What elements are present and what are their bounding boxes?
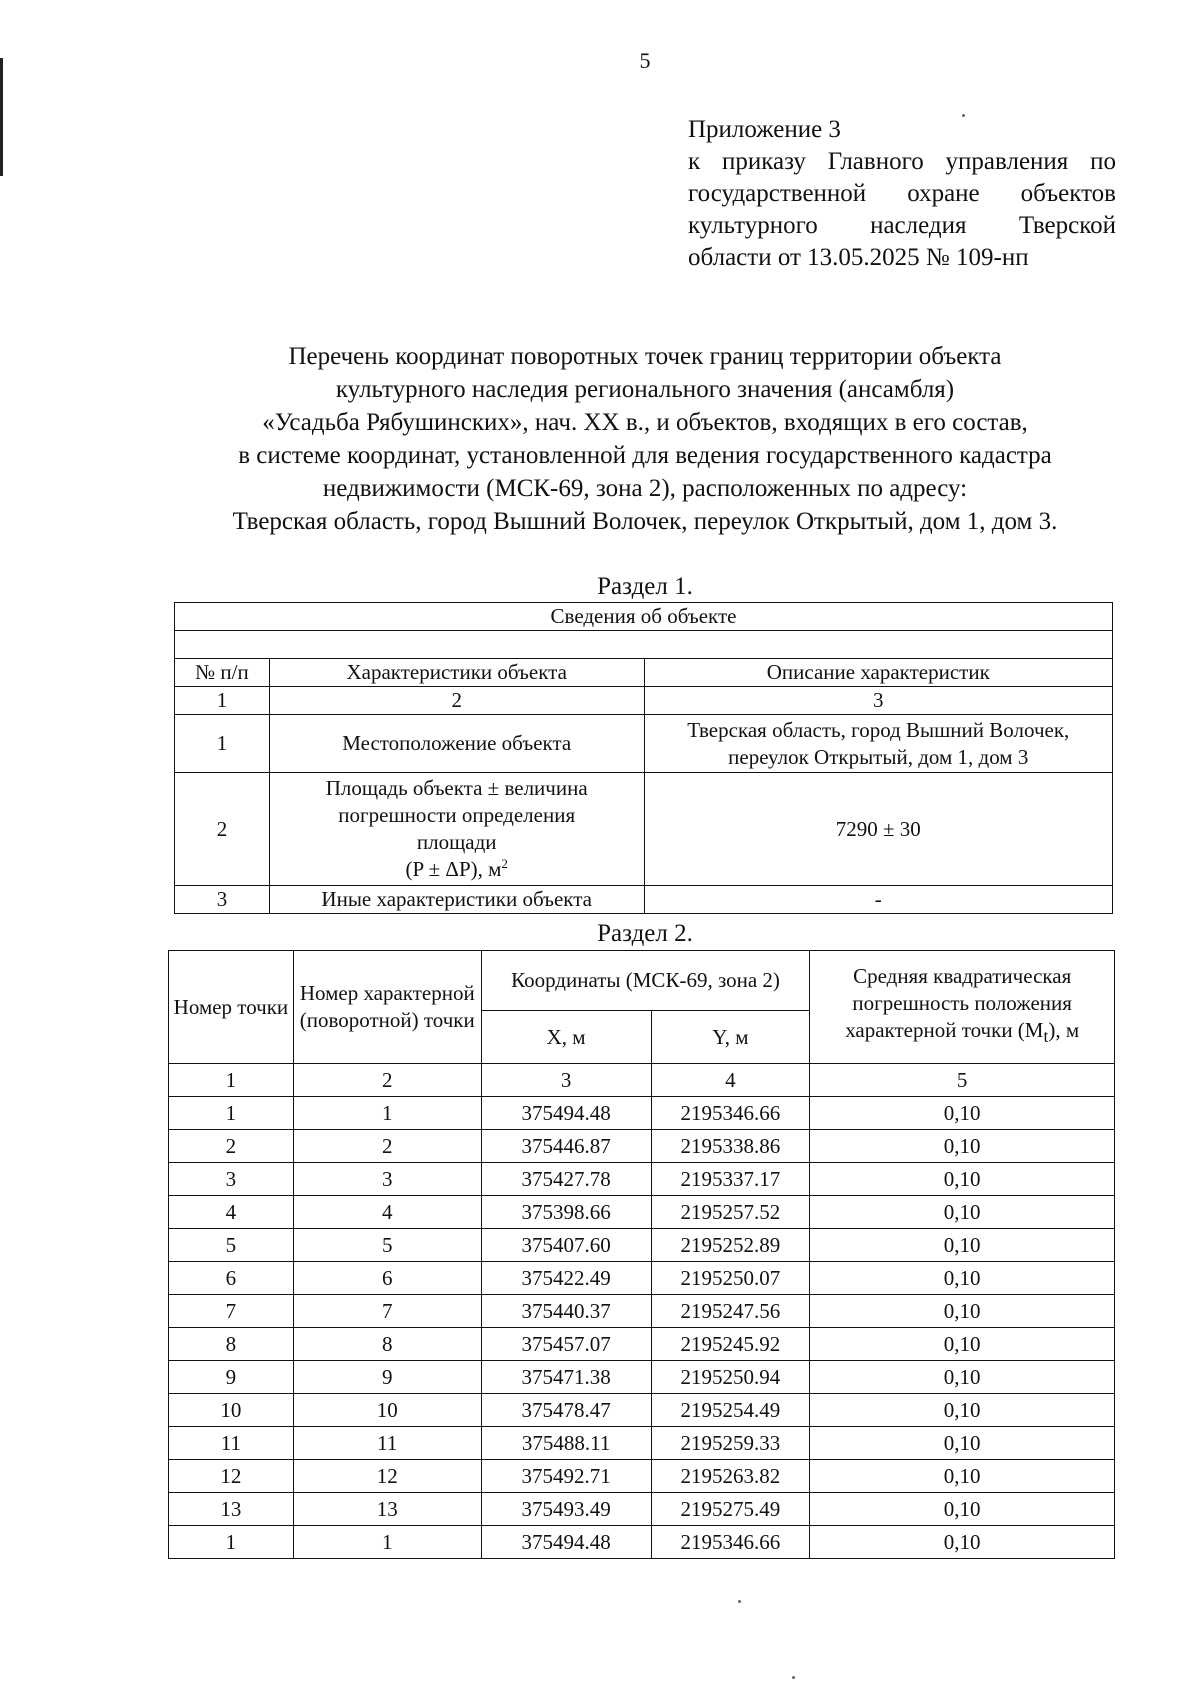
- header-error-end: ), м: [1048, 1018, 1080, 1043]
- scan-dot: [962, 114, 965, 117]
- header-error: [810, 951, 1115, 1064]
- table-row: [169, 1130, 1115, 1163]
- appendix-line: Приложение 3: [688, 116, 841, 143]
- y-coordinate: 2195257.52: [651, 1196, 810, 1229]
- x-coordinate: 375422.49: [481, 1262, 651, 1295]
- char-point-no: 4: [293, 1196, 481, 1229]
- characteristic-line: площади: [416, 830, 497, 854]
- row-description: -: [644, 886, 1112, 914]
- y-coordinate: 2195250.07: [651, 1262, 810, 1295]
- x-coordinate: 375494.48: [481, 1526, 651, 1559]
- section1-title: Раздел 1.: [597, 573, 693, 600]
- title-line: в системе координат, установленной для ведения государственного кадастра: [238, 442, 1052, 469]
- error-value: 0,10: [810, 1163, 1115, 1196]
- table-row: [169, 1460, 1115, 1493]
- y-coordinate: 2195245.92: [651, 1328, 810, 1361]
- appendix-line: области от 13.05.2025 № 109-нп: [688, 244, 1029, 271]
- point-no: 6: [169, 1262, 294, 1295]
- x-coordinate: 375493.49: [481, 1493, 651, 1526]
- header-point-no: Номер точки: [169, 951, 294, 1064]
- table-row: [169, 1097, 1115, 1130]
- row-characteristic: Иные характеристики объекта: [269, 886, 644, 914]
- error-value: 0,10: [810, 1097, 1115, 1130]
- point-no: 11: [169, 1427, 294, 1460]
- char-point-no: 11: [293, 1427, 481, 1460]
- point-no: 7: [169, 1295, 294, 1328]
- char-point-no: 1: [293, 1097, 481, 1130]
- header-characteristic: Характеристики объекта: [269, 659, 644, 687]
- column-number: 2: [269, 687, 644, 715]
- char-point-no: 1: [293, 1526, 481, 1559]
- char-point-no: 12: [293, 1460, 481, 1493]
- table-row: [169, 1394, 1115, 1427]
- char-point-no: 7: [293, 1295, 481, 1328]
- point-no: 8: [169, 1328, 294, 1361]
- error-value: 0,10: [810, 1361, 1115, 1394]
- x-coordinate: 375492.71: [481, 1460, 651, 1493]
- column-number: 5: [810, 1064, 1115, 1097]
- error-value: 0,10: [810, 1427, 1115, 1460]
- row-description: [644, 773, 1112, 886]
- appendix-header: [688, 114, 1116, 274]
- error-value: 0,10: [810, 1130, 1115, 1163]
- point-no: 4: [169, 1196, 294, 1229]
- point-no: 12: [169, 1460, 294, 1493]
- point-no: 9: [169, 1361, 294, 1394]
- appendix-line: культурного наследия Тверской: [688, 212, 1116, 239]
- y-coordinate: 2195247.56: [651, 1295, 810, 1328]
- column-number: 2: [293, 1064, 481, 1097]
- y-coordinate: 2195346.66: [651, 1097, 810, 1130]
- point-no: 2: [169, 1130, 294, 1163]
- point-no: 13: [169, 1493, 294, 1526]
- row-num: 2: [175, 773, 270, 886]
- page-number: 5: [639, 48, 651, 73]
- x-coordinate: 375398.66: [481, 1196, 651, 1229]
- empty-row: [175, 631, 1113, 659]
- x-coordinate: 375457.07: [481, 1328, 651, 1361]
- title-line: недвижимости (МСК-69, зона 2), расположенных по адресу:: [322, 475, 968, 502]
- header-error-subscript: t: [1043, 1026, 1049, 1047]
- y-coordinate: 2195338.86: [651, 1130, 810, 1163]
- error-value: 0,10: [810, 1229, 1115, 1262]
- error-value: 0,10: [810, 1262, 1115, 1295]
- y-coordinate: 2195259.33: [651, 1427, 810, 1460]
- header-y: Y, м: [651, 1011, 810, 1064]
- error-value: 0,10: [810, 1295, 1115, 1328]
- appendix-line: государственной охране объектов: [688, 180, 1116, 207]
- y-coordinate: 2195346.66: [651, 1526, 810, 1559]
- error-value: 0,10: [810, 1526, 1115, 1559]
- title-line: культурного наследия регионального значения (ансамбля): [335, 376, 955, 403]
- header-char-point: Номер характерной (поворотной) точки: [293, 951, 481, 1064]
- x-coordinate: 375478.47: [481, 1394, 651, 1427]
- row-num: 1: [175, 715, 270, 773]
- x-coordinate: 375494.48: [481, 1097, 651, 1130]
- y-coordinate: 2195275.49: [651, 1493, 810, 1526]
- row-num: 3: [175, 886, 270, 914]
- table-row: [169, 1295, 1115, 1328]
- characteristic-line: Площадь объекта ± величина: [325, 776, 588, 800]
- table-row: [169, 1427, 1115, 1460]
- char-point-no: 9: [293, 1361, 481, 1394]
- document-title: [0, 340, 1200, 538]
- header-num: № п/п: [175, 659, 270, 687]
- x-coordinate: 375427.78: [481, 1163, 651, 1196]
- char-point-no: 10: [293, 1394, 481, 1427]
- area-value: 7290 ± 30: [835, 816, 921, 841]
- column-number: 4: [651, 1064, 810, 1097]
- point-no: 1: [169, 1097, 294, 1130]
- area-formula: [274, 856, 640, 883]
- column-number: 1: [175, 687, 270, 715]
- row-characteristic-text: Местоположение объекта: [342, 731, 572, 755]
- x-coordinate: 375440.37: [481, 1295, 651, 1328]
- char-point-no: 6: [293, 1262, 481, 1295]
- table-row: [169, 1163, 1115, 1196]
- y-coordinate: 2195252.89: [651, 1229, 810, 1262]
- header-description: Описание характеристик: [644, 659, 1112, 687]
- table-row: [169, 1196, 1115, 1229]
- error-value: 0,10: [810, 1493, 1115, 1526]
- point-no: 5: [169, 1229, 294, 1262]
- scan-dot: [792, 1676, 795, 1679]
- y-coordinate: 2195337.17: [651, 1163, 810, 1196]
- header-coordinates: Координаты (МСК-69, зона 2): [481, 951, 810, 1011]
- appendix-line: к приказу Главного управления по: [688, 148, 1116, 175]
- error-value: 0,10: [810, 1196, 1115, 1229]
- point-no: 10: [169, 1394, 294, 1427]
- description-line: переулок Открытый, дом 1, дом 3: [728, 744, 1029, 769]
- char-point-no: 8: [293, 1328, 481, 1361]
- title-line: Тверская область, город Вышний Волочек, переулок Открытый, дом 1, дом 3.: [232, 508, 1058, 535]
- column-number: 1: [169, 1064, 294, 1097]
- object-info-caption: Сведения об объекте: [175, 603, 1113, 631]
- section2-title: Раздел 2.: [597, 920, 693, 947]
- characteristic-line: погрешности определения: [338, 803, 576, 827]
- scan-dot: [738, 1600, 741, 1603]
- table-row: [169, 1328, 1115, 1361]
- title-line: «Усадьба Рябушинских», нач. XX в., и объектов, входящих в его состав,: [262, 409, 1028, 436]
- error-value: 0,10: [810, 1394, 1115, 1427]
- column-number: 3: [481, 1064, 651, 1097]
- object-info-table: [174, 602, 1113, 914]
- char-point-no: 3: [293, 1163, 481, 1196]
- table-row: [169, 1262, 1115, 1295]
- area-formula-text: (P ± ΔP), м: [405, 857, 502, 881]
- y-coordinate: 2195250.94: [651, 1361, 810, 1394]
- x-coordinate: 375407.60: [481, 1229, 651, 1262]
- coordinates-table: [168, 950, 1115, 1559]
- table-row: [169, 1526, 1115, 1559]
- table-row: [169, 1361, 1115, 1394]
- error-value: 0,10: [810, 1328, 1115, 1361]
- title-line: Перечень координат поворотных точек границ территории объекта: [288, 343, 1002, 370]
- char-point-no: 2: [293, 1130, 481, 1163]
- x-coordinate: 375488.11: [481, 1427, 651, 1460]
- table-row: [169, 1229, 1115, 1262]
- row-description: [644, 715, 1112, 773]
- description-line: Тверская область, город Вышний Волочек,: [687, 717, 1070, 742]
- header-error-text: Средняя квадратическая погрешность положения характерной точки (M: [845, 964, 1072, 1043]
- header-x: X, м: [481, 1011, 651, 1064]
- char-point-no: 5: [293, 1229, 481, 1262]
- column-number: 3: [644, 687, 1112, 715]
- table-row: [169, 1493, 1115, 1526]
- x-coordinate: 375471.38: [481, 1361, 651, 1394]
- x-coordinate: 375446.87: [481, 1130, 651, 1163]
- row-characteristic: [269, 715, 644, 773]
- area-formula-exponent: 2: [501, 856, 508, 871]
- point-no: 3: [169, 1163, 294, 1196]
- y-coordinate: 2195254.49: [651, 1394, 810, 1427]
- row-characteristic: [269, 773, 644, 886]
- scan-edge-mark: [0, 58, 3, 176]
- char-point-no: 13: [293, 1493, 481, 1526]
- point-no: 1: [169, 1526, 294, 1559]
- error-value: 0,10: [810, 1460, 1115, 1493]
- y-coordinate: 2195263.82: [651, 1460, 810, 1493]
